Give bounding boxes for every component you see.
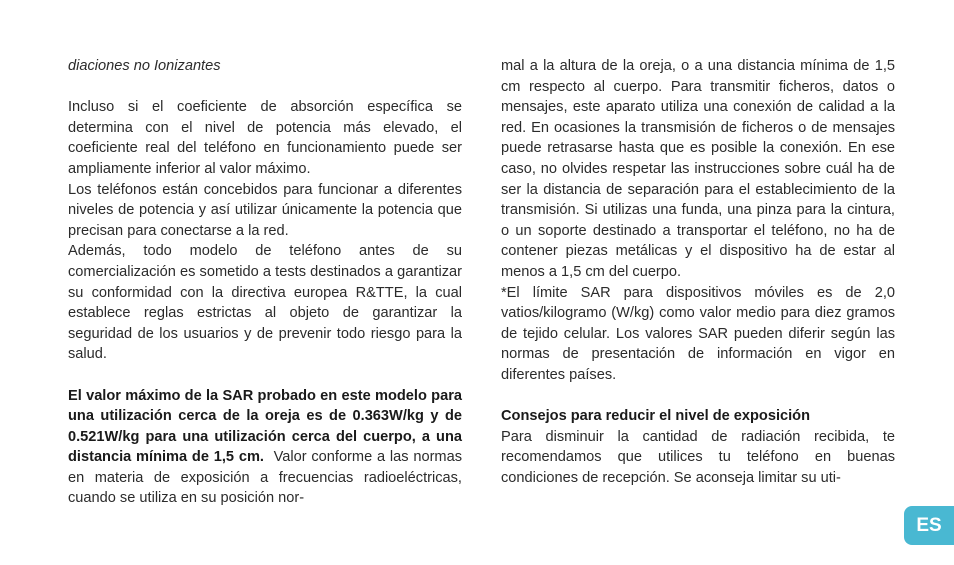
language-tab: ES [904, 506, 954, 545]
section-heading-tips: Consejos para reducir el nivel de exposición [501, 408, 811, 425]
section-heading-tail: diaciones no Ionizantes [68, 58, 221, 74]
sar-values-text: Valor conforme a las normas en materia de exposición a frecuencias radioeléctricas, cuando se utiliza en su posición nor- [68, 449, 462, 507]
paragraph-rtte-directive: Además, todo modelo de teléfono antes de su comercialización es sometido a tests destinados a garantizar su conformidad con la directiva europea R&TTE, la cual establece reglas estrictas al objeto de garantizar la seguridad de los usuarios y de prevenir todo riesgo para la salud. [68, 243, 462, 363]
paragraph-sar-values [68, 386, 462, 510]
paragraph-normal-position: mal a la altura de la oreja, o a una distancia mínima de 1,5 cm respecto al cuerpo. Para transmitir ficheros, datos o mensajes, este aparato utiliza una conexión de calidad a la red. En ocasiones la transmisión de ficheros o de mensajes puede retrasarse hasta que es posible la conexión. En ese caso, no olvides respetar las instrucciones sobre cuál ha de ser la distancia de separación para el establecimiento de la transmisión. Si utilizas una funda, una pinza para la cintura, o un soporte destinado a transportar el teléfono, no ha de contener piezas metálicas y el dispositivo ha de estar al menos a 1,5 cm del cuerpo. [501, 58, 895, 280]
paragraph-power-levels: Los teléfonos están concebidos para funcionar a diferentes niveles de potencia y así utilizar únicamente la potencia que precisan para conectarse a la red. [68, 181, 462, 239]
sar-values-bold: El valor máximo de la SAR probado en este modelo para una utilización cerca de la oreja es de 0.363W/kg y de 0.521W/kg para una utilización cerca del cuerpo, a una distancia mínima de 1,5 cm. [68, 387, 462, 466]
paragraph-tips: Para disminuir la cantidad de radiación recibida, te recomendamos que utilices tu teléfono en buenas condiciones de recepción. Se aconseja limitar su uti- [501, 428, 895, 486]
left-column [68, 56, 462, 509]
paragraph-sar-limit: *El límite SAR para dispositivos móviles es de 2,0 vatios/kilogramo (W/kg) como valor medio para diez gramos de tejido celular. Los valores SAR pueden diferir según las normas de presentación de información en vigor en diferentes países. [501, 284, 895, 383]
paragraph-sar-coefficient: Incluso si el coeficiente de absorción específica se determina con el nivel de potencia más elevado, el coeficiente real del teléfono en funcionamiento puede ser ampliamente inferior al valor máximo. [68, 99, 462, 177]
right-column [501, 56, 895, 488]
